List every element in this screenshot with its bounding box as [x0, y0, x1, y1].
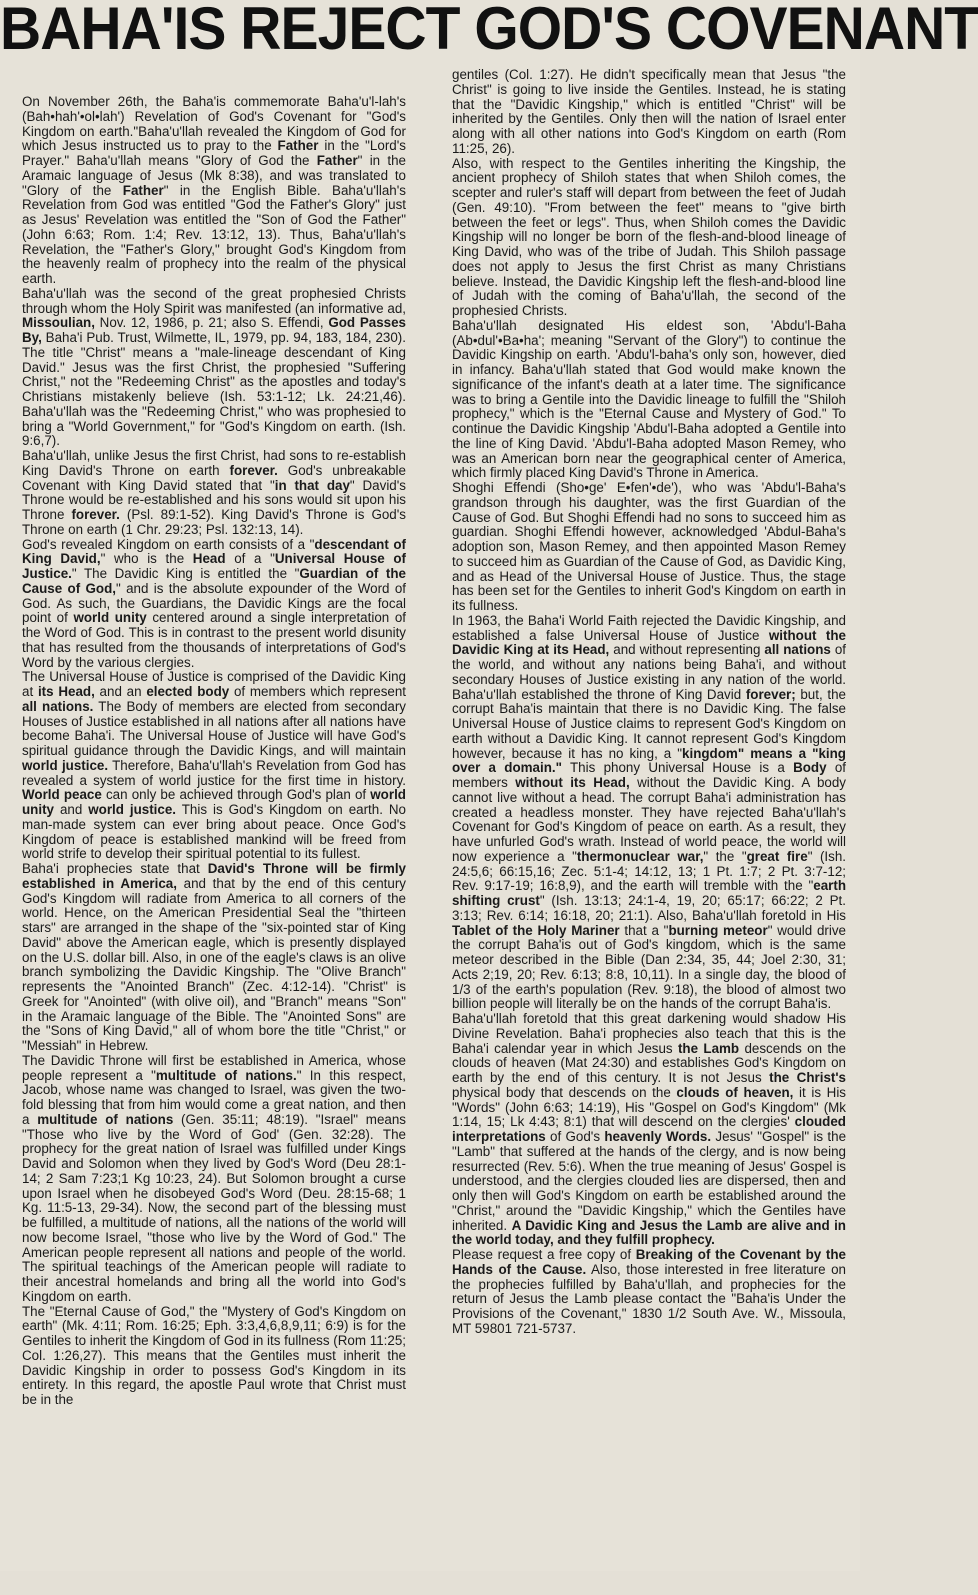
body-text: " David's Throne would be re-established and his sons would sit upon his Throne [22, 477, 406, 522]
emphasis-text: Body [793, 760, 827, 776]
body-text: " the " [703, 848, 747, 864]
body-text: Baha'u'llah, unlike Jesus the first Christ, had sons to re-establish King David's Throne on earth [22, 448, 406, 478]
emphasis-text: World peace [22, 787, 102, 803]
emphasis-text: descendant of King David, [22, 536, 406, 567]
article-paragraph [22, 862, 406, 1054]
body-text: of members which represent [229, 684, 407, 699]
body-text: of members [452, 760, 847, 790]
emphasis-text: all nations [764, 642, 831, 658]
emphasis-text: Missoulian, [22, 315, 95, 331]
emphasis-text: world unity [22, 787, 406, 817]
body-text: of God's [545, 1129, 605, 1144]
body-text: and that by the end of this century God's Kingdom will radiate from America to all corners of the world. Hence, on the American Presidential Seal the "thirteen stars" are arranged in the shape of the "six-pointed star of King David" above the American eagle, which is presently displayed on the U.S. dollar bill. Also, in one of the eagle's claws is an olive branch symbolizing the Davidic Kingship. The "Olive Branch" represents the "Anointed Branch" (Zec. 4:12-14). "Christ" is Greek for "Anointed" (with olive oil), and "Branch" means "Son" in the Aramaic language of the Bible. The "Anointed Sons" are the "Sons of King David," all of whom bore the title "Christ," or "Messiah" in Hebrew. [22, 875, 406, 1053]
article-column-right [452, 68, 846, 1568]
emphasis-text: world justice. [88, 802, 177, 817]
emphasis-text: multitude of nations [37, 1111, 174, 1127]
body-text: Also, with respect to the Gentiles inheriting the Kingship, the ancient prophecy of Shiloh states that when Shiloh comes, the scepter and ruler's staff will depart from between the feet of Judah (Gen. 49:10). "From between the feet" means to "give birth between the feet or legs". Thus, when Shiloh comes the Davidic Kingship will no longer be born of the flesh-and-blood lineage of King David, who was of the tribe of Judah. This Shiloh passage does not apply to Jesus the first Christ as many Christians believe. Instead, the Davidic Kingship left the flesh-and-blood line of Judah with the coming of Baha'u'llah, the second of the prophesied Christs. [452, 155, 846, 318]
body-text: Please request a free copy of [452, 1247, 636, 1262]
article-paragraph [452, 68, 846, 157]
emphasis-text: Tablet of the Holy Mariner [452, 922, 620, 938]
emphasis-text: clouded interpretations [452, 1114, 846, 1144]
emphasis-text: Guardian of the Cause of God, [22, 566, 406, 596]
article-paragraph [22, 449, 406, 538]
body-text: " In this respect, Jacob, whose name was changed to Israel, was given the two-fold blessing that from him would come a great nation, and then a [22, 1067, 406, 1127]
body-text: and an [94, 684, 147, 699]
body-text: This is God's Kingdom on earth. No man-made system can ever bring about peace. Once God's Kingdom of peace is established mankind will be freed from world strife to develop their spiritual potential to its fullest. [22, 802, 406, 862]
body-text: Baha'i Pub. Trust, Wilmette, IL, 1979, pp. 94, 183, 184, 230). The title "Christ" means a "male-lineage descendant of King David." Jesus was the first Christ, the prophesied "Suffering Christ," not the "Redeeming Christ" as the apostles and today's Christians mistakenly believe (Ish. 53:1-12; Lk. 24:21,46). Baha'u'llah was the "Redeeming Christ," who was prophesied to bring a "World Government," for "God's Kingdom on earth. (Ish. 9:6,7). [22, 330, 406, 449]
emphasis-text: Universal House of Justice. [22, 551, 407, 581]
article-paragraph [22, 670, 406, 862]
body-text: and [54, 802, 89, 817]
emphasis-text: its Head, [37, 684, 95, 699]
body-text: can only be achieved through God's plan of [101, 787, 371, 803]
body-text: Also, those interested in free literature on the prophecies fulfilled by Baha'u'llah, and prophecies for the return of Jesus the Lamb please contact the "Baha'is Under the Provisions of the Covenant," 1830 1/2 South Ave. W., Missoula, MT 59801 721-5737. [452, 1261, 846, 1336]
emphasis-text: God Passes By, [22, 315, 407, 345]
body-text: in the "Lord's Prayer." Baha'u'llah means "Glory of God the [22, 138, 406, 168]
article-paragraph [452, 1248, 846, 1337]
emphasis-text: Breaking of the Covenant by the Hands of the Cause. [452, 1247, 846, 1277]
article-paragraph [22, 1054, 406, 1305]
article-paragraph [22, 538, 406, 671]
body-text: God's revealed Kingdom on earth consists of a " [22, 536, 315, 552]
body-text: Therefore, Baha'u'llah's Revelation from God has revealed a system of world justice for the first time in history. [22, 757, 406, 788]
body-text: Baha'u'llah designated His eldest son, 'Abdu'l-Baha (Ab•dul'•Ba•ha'; meaning "Servant of the Glory") to continue the Davidic Kingship on earth. 'Abdu'l-baha's only son, however, died in infancy. Baha'u'llah stated that God would make known the significance of the infant's death at a later time. The significance was to bring a Gentile into the Davidic lineage to fulfill the "Shiloh prophecy," which is the "Eternal Cause and Mystery of God." To continue the Davidic Kingship 'Abdu'l-Baha adopted a Gentile into the line of King David. 'Abdu'l-Baha adopted Mason Remey, who was an American born near the geographical center of America, which firmly placed King David's Throne in America. [452, 317, 846, 481]
body-text: " who is the [100, 551, 193, 567]
body-text: (Psl. 89:1-52). King David's Throne is God's Throne on earth (1 Chr. 29:23; Psl. 132:13, 14). [22, 507, 407, 537]
article-paragraph [452, 614, 846, 1012]
emphasis-text: world unity [73, 610, 147, 626]
body-text: gentiles (Col. 1:27). He didn't specifically mean that Jesus "the Christ" is going to live inside the Gentiles. Instead, he is stating that the "Davidic Kingship," which is entitled "Christ" will be inherited by the Gentiles. Only then will the nation of Israel enter along with all other nations into God's Kingdom on earth (Rom 11:25, 26). [452, 67, 846, 156]
body-text: " (Ish. 13:13; 24:1-4, 19, 20; 65:17; 66:22; 2 Pt. 3:13; Rev. 6:14; 16:18, 20; 21:1). Also, Baha'u'llah foretold in His [452, 893, 846, 923]
emphasis-text: Head [192, 551, 226, 567]
body-text: The "Eternal Cause of God," the "Mystery of God's Kingdom on earth" (Mk. 4:11; Rom. 16:25; Eph. 3:3,4,6,8,9,11; 6:9) is for the Gentiles to inherit the Kingdom of God in its fullness (Rom 11:25; Col. 1:26,27). This means that the Gentiles must inherit the Davidic Kingship in order to possess God's Kingdom in its entirety. In this regard, the apostle Paul wrote that Christ must be in the [22, 1303, 406, 1407]
article-paragraph [22, 1305, 406, 1408]
article-paragraph [452, 1012, 846, 1248]
body-text: " (Ish. 24:5,6; 66:15,16; Zec. 5:1-4; 14:12, 13; 1 Pt. 1:7; 2 Pt. 3:7-12; Rev. 9:17-19; 16:8,9), and the earth will tremble with the " [452, 848, 846, 894]
emphasis-text: A Davidic King and Jesus the Lamb are alive and in the world today, and they fulfill prophecy. [452, 1217, 846, 1248]
emphasis-text: all nations. [22, 698, 94, 714]
emphasis-text: burning meteor [668, 922, 768, 938]
emphasis-text: world justice. [22, 757, 109, 773]
body-text: The Universal House of Justice is comprised of the Davidic King at [22, 669, 406, 699]
body-text: In 1963, the Baha'i World Faith rejected the Davidic Kingship, and established a false Universal House of Justice [452, 612, 846, 643]
article-paragraph [452, 319, 846, 481]
body-text: Baha'u'llah foretold that this great darkening would shadow His Divine Revelation. Baha'i prophecies also teach that this is the Baha'i calendar year in which Jesus [452, 1011, 846, 1056]
emphasis-text: the Christ's [769, 1070, 846, 1085]
emphasis-text: Father [277, 138, 319, 154]
body-text: physical body that descends on the [452, 1084, 677, 1100]
emphasis-text: Father [316, 153, 358, 168]
emphasis-text: without the Davidic King at its Head, [452, 627, 846, 658]
emphasis-text: great fire [746, 848, 808, 864]
emphasis-text: without its Head, [515, 775, 630, 790]
emphasis-text: earth shifting crust [452, 878, 846, 908]
emphasis-text: clouds of heaven, [676, 1084, 794, 1100]
emphasis-text: thermonuclear war, [576, 848, 704, 864]
emphasis-text: kingdom" means a "king over a domain." [452, 745, 846, 776]
body-text: This phony Universal House is a [561, 760, 794, 776]
article-paragraph [22, 287, 406, 449]
body-text: without the Davidic King. A body cannot live without a head. The corrupt Baha'i administration has created a headless monster. They have rejected Baha'u'llah's Covenant for God's Kingdom of peace on earth. As a result, they have unfurled God's wrath. Instead of world peace, the world will now experience a " [452, 775, 846, 864]
body-text: The Body of members are elected from secondary Houses of Justice established in all nations after all nations have become Baha'i. The Universal House of Justice will have God's spiritual guidance through the Davidic Kings, and will maintain [22, 698, 406, 758]
body-text: centered around a single interpretation of the Word of God. This is in contrast to the present world disunity that has resulted from the thousands of interpretations of God's Word by the various clergies. [22, 610, 406, 670]
body-text: " The Davidic King is entitled the " [71, 566, 300, 581]
body-text: " and is the absolute expounder of the Word of God. As such, the Guardians, the Davidic Kings are the focal point of [22, 580, 406, 626]
body-text: " in the Aramaic language of Jesus (Mk 8:38), and was translated to "Glory of the [22, 153, 406, 198]
emphasis-text: forever. [71, 507, 120, 522]
body-text: " in the English Bible. Baha'u'llah's Revelation from God was entitled "God the Father's Glory" just as Jesus' Revelation was entitled the "Son of God the Father" (John 6:63; Rom. 1:4; Rev. 13:12, 13). Thus, Baha'u'llah's Revelation, the "Father's Glory," brought God's Kingdom from the heavenly realm of prophecy into the realm of the physical earth. [22, 182, 406, 286]
body-text: God's unbreakable Covenant with King David stated that " [22, 462, 406, 493]
emphasis-text: heavenly Words. [604, 1129, 712, 1144]
emphasis-text: the Lamb [677, 1040, 740, 1056]
emphasis-text: elected body [146, 684, 230, 699]
body-text: Shoghi Effendi (Sho•ge' E•fen'•de'), who was 'Abdu'l-Baha's grandson through his daughter, was the first Guardian of the Cause of God. But Shoghi Effendi had no sons to succeed him as guardian. Shoghi Effendi however, acknowledged 'Abdul-Baha's adoption son, Mason Remey, and then appointed Mason Remey to succeed him as Guardian of the Cause of God, as Davidic King, and as Head of the Universal House of Justice. Thus, the stage has been set for the Gentiles to inherit God's Kingdom on earth in its fullness. [452, 480, 846, 613]
body-text: but, the corrupt Baha'is maintain that there is no Davidic King. The false Universal House of Justice claims to represent God's Kingdom on earth without a Davidic King. It cannot represent God's Kingdom however, because it has no king, a " [452, 686, 846, 761]
emphasis-text: forever; [745, 686, 796, 702]
body-text: descends on the clouds of heaven (Mat 24:30) and establishes God's Kingdom on earth by the end of this century. It is not Jesus [452, 1040, 846, 1085]
article-paragraph [452, 157, 846, 319]
body-text: of the world, and without any nations being Baha'i, and without secondary Houses of Justice existing in any nation of the world. Baha'u'llah established the throne of King David [452, 642, 847, 702]
body-text: Jesus' "Gospel" is the "Lamb" that suffered at the hands of the clergy, and is now being resurrected (Rev. 5:6). When the true meaning of Jesus' Gospel is understood, and the clergies clouded lies are dispersed, then and only then will God's Kingdom on earth be established around the "Christ," around the "Davidic Kingship," which the Gentiles have inherited. [452, 1129, 847, 1233]
body-text: (Gen. 35:11; 48:19). "Israel" means "Those who live by the Word of God' (Gen. 32:28). The prophecy for the great nation of Israel was fulfilled under Kings David and Solomon when they lived by God's Word (Deu 28:1-14; 2 Sam 7:23;1 Kg 10:23, 24). But Solomon brought a curse upon Israel when he disobeyed God's Word (Deu. 28:15-68; 1 Kg. 11:5-13, 29-34). Now, the second part of the blessing must be fulfilled, a multitude of nations, all the nations of the world will now become Israel, "those who live by the Word of God." The American people represent all nations and people of the world. The spiritual teachings of the American people will radiate to their ancestral homelands and bring all the world into God's Kingdom on earth. [22, 1111, 406, 1304]
article-paragraph [452, 481, 846, 614]
body-text: Nov. 12, 1986, p. 21; also S. Effendi, [94, 315, 329, 331]
emphasis-text: Father [122, 182, 164, 198]
article-column-left [22, 95, 406, 1595]
body-text: The Davidic Throne will first be established in America, whose people represent a " [22, 1052, 406, 1083]
body-text: it is His "Words" (John 6:63; 14:19), His "Gospel on God's Kingdom" (Mk 1:14, 15; Lk 4:43; 8:1) that will descend on the clergies' [452, 1084, 846, 1130]
body-text: On November 26th, the Baha'is commemorate Baha'u'l-lah's (Bah•hah'•ol•lah') Revelation of God's Covenant for "God's Kingdom on earth."Baha'u'llah revealed the Kingdom of God for which Jesus instructed us to pray to the [22, 94, 406, 154]
emphasis-text: in that day [274, 477, 350, 493]
body-text: that a " [619, 922, 669, 938]
emphasis-text: multitude of nations. [155, 1067, 297, 1083]
emphasis-text: David's Throne will be firmly established in America, [22, 861, 406, 891]
headline: BAHA'IS REJECT GOD'S COVENANT [0, 0, 978, 62]
emphasis-text: forever. [229, 462, 278, 478]
body-text: of a " [225, 551, 275, 567]
body-text: Baha'u'llah was the second of the great prophesied Christs through whom the Holy Spirit was manifested (an informative ad, [22, 285, 406, 316]
body-text: and without representing [609, 642, 765, 658]
body-text: Baha'i prophecies state that [22, 861, 208, 876]
article-paragraph [22, 95, 406, 287]
body-text: " would drive the corrupt Baha'is out of God's kingdom, which is the same meteor described in the Bible (Dan 2:34, 35, 44; Joel 2:30, 31; Acts 2;19, 20; Rev. 6:13; 8:8, 10,11). In a single day, the blood of 1/3 of the earth's population (Rev. 9:18), the blood of almost two billion people will literally be on the hands of the corrupt Baha'is. [452, 922, 846, 1012]
